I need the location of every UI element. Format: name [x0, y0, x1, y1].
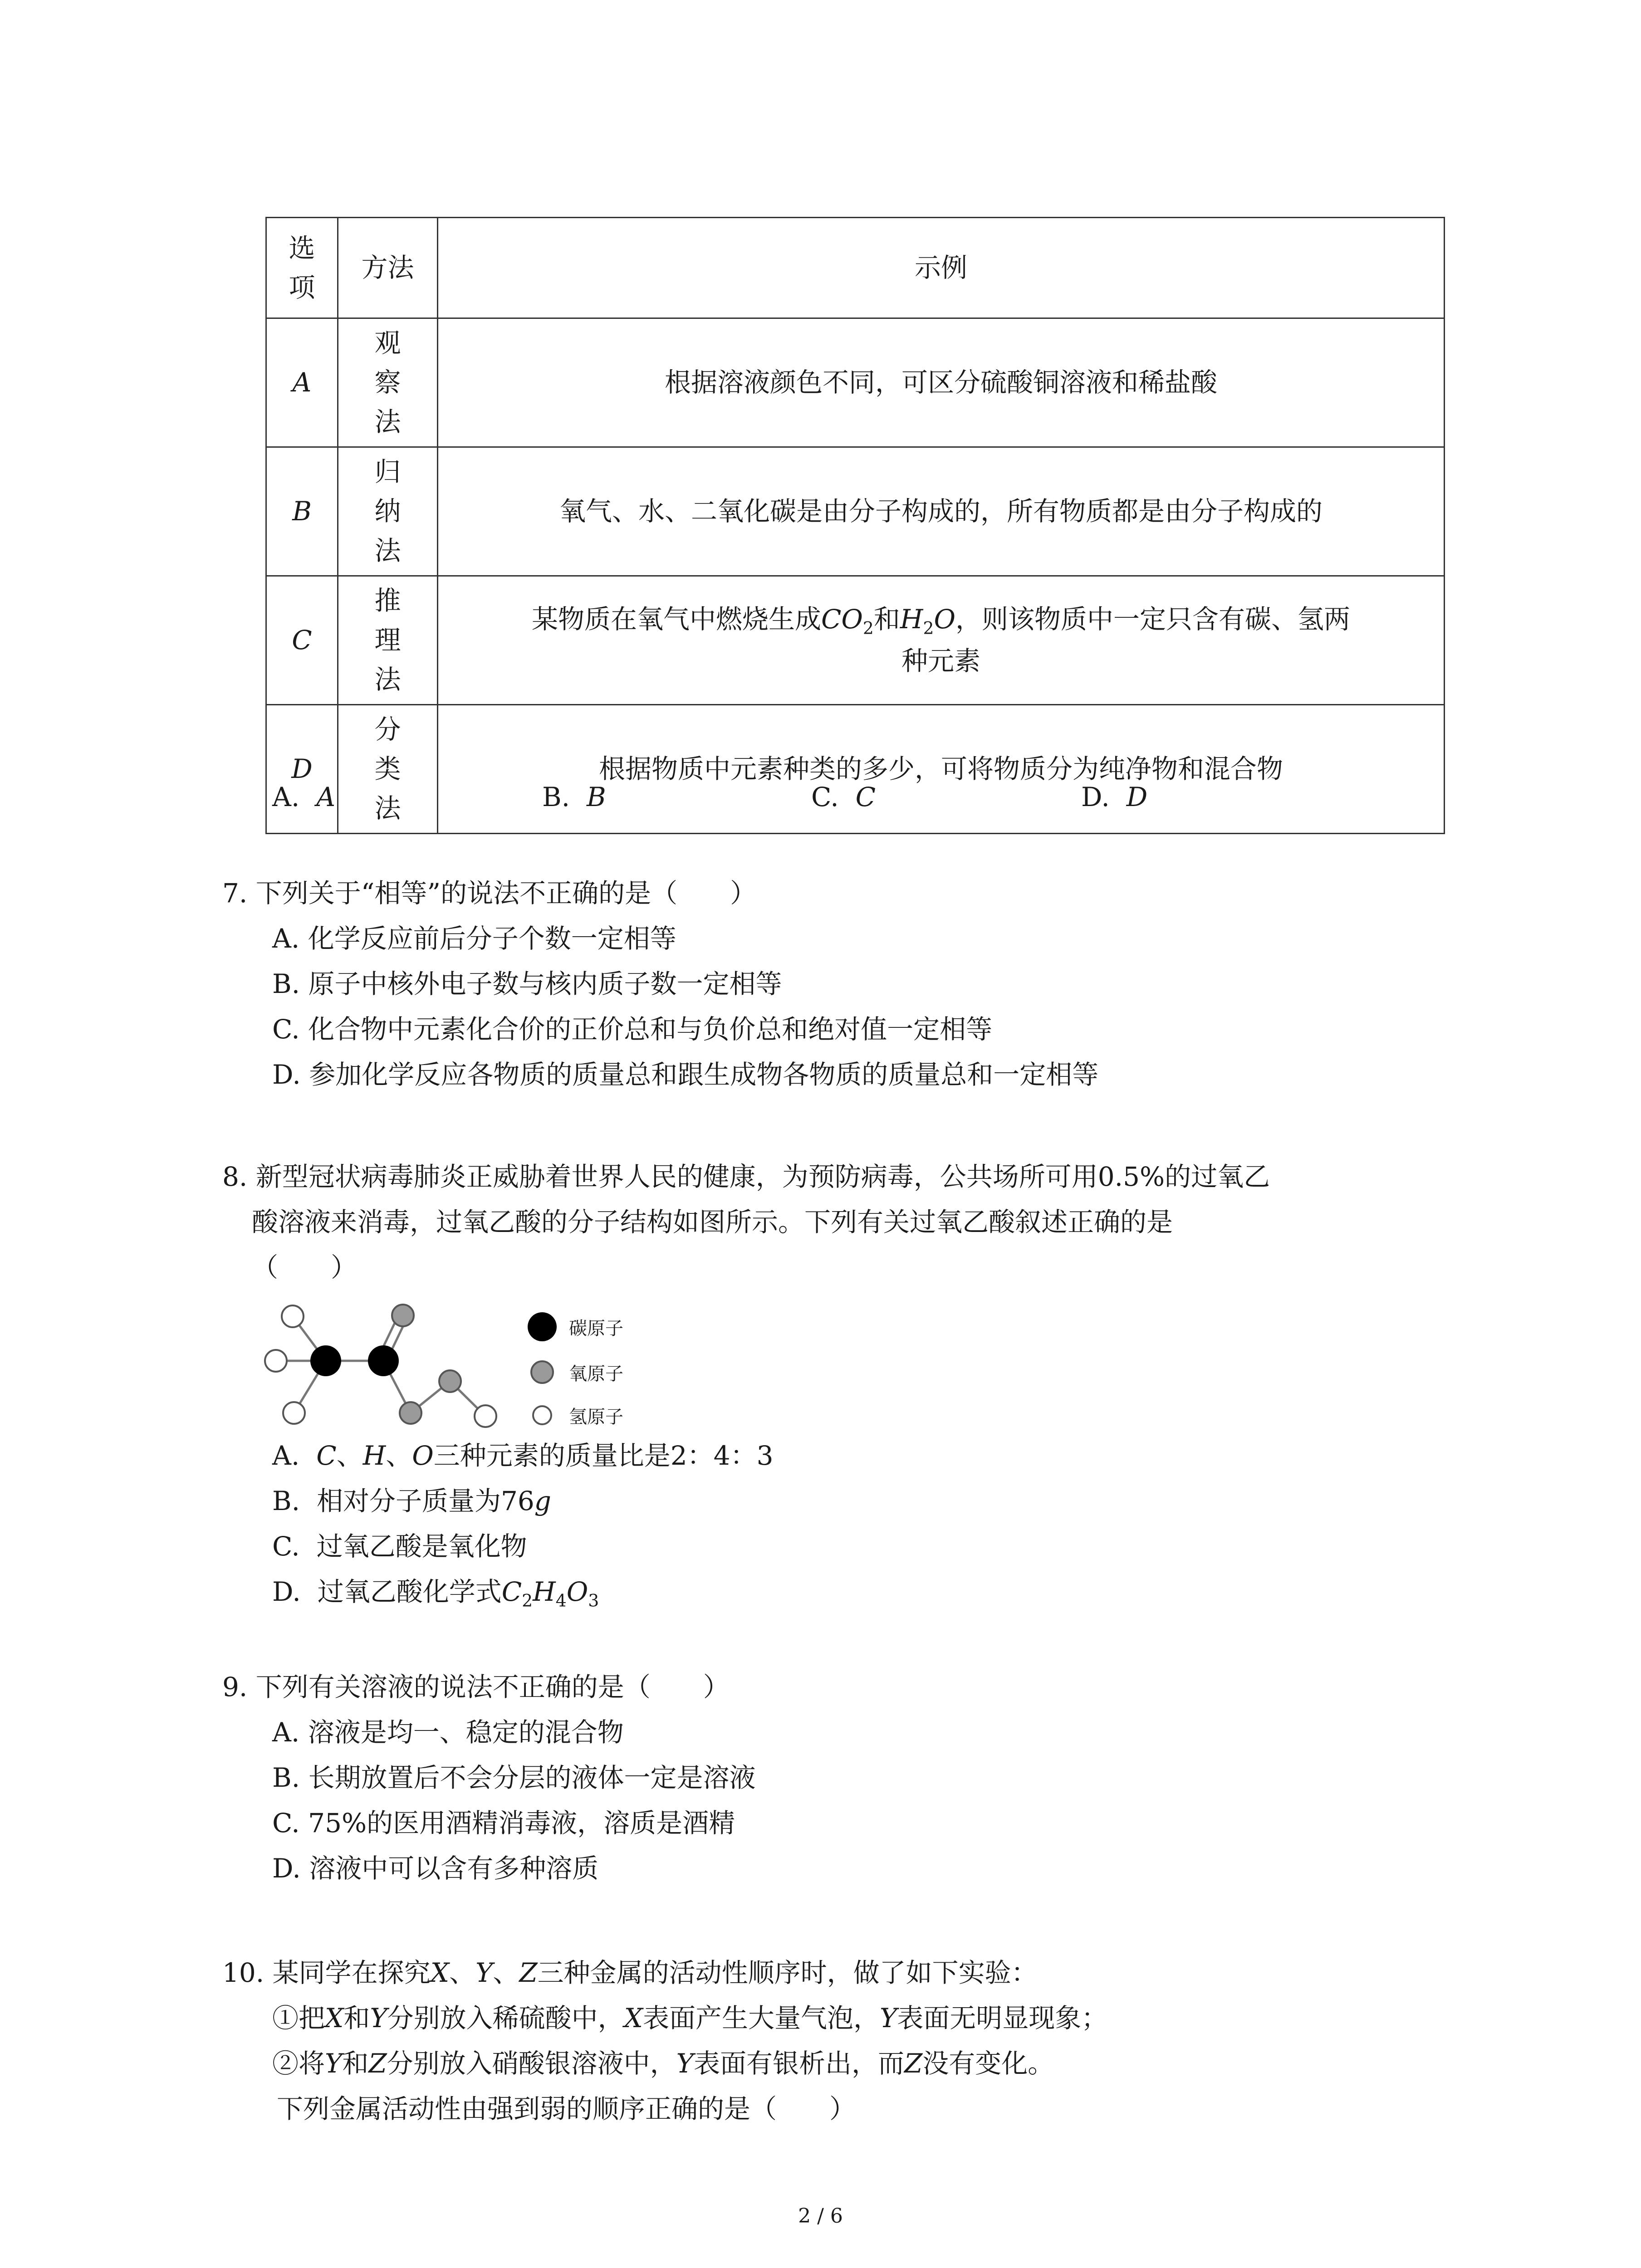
- q8-option-a[interactable]: A. C、H、O三种元素的质量比是2：4：3: [272, 1440, 774, 1471]
- row-option: D: [266, 705, 338, 834]
- row-option: B: [266, 447, 338, 576]
- row-method: 分类法: [338, 705, 438, 834]
- q10-experiment-1: ①把X和Y分别放入稀硫酸中，X表面产生大量气泡，Y表面无明显现象；: [272, 2003, 1108, 2033]
- q9-stem: 9. 下列有关溶液的说法不正确的是（ ）: [222, 1672, 730, 1702]
- hydrogen-atom: [282, 1305, 304, 1327]
- q8-option-c[interactable]: C. 过氧乙酸是氧化物: [272, 1531, 527, 1562]
- q7-option[interactable]: A. 化学反应前后分子个数一定相等: [272, 923, 676, 954]
- q10-stem: 10. 某同学在探究X、Y、Z三种金属的活动性顺序时，做了如下实验：: [222, 1957, 1038, 1988]
- q7-option[interactable]: B. 原子中核外电子数与核内质子数一定相等: [272, 968, 782, 999]
- header-example: 示例: [438, 218, 1445, 318]
- q6-choice-a[interactable]: A. A: [272, 782, 336, 812]
- q8-stem-line3: （ ）: [252, 1252, 358, 1283]
- q7-stem: 7. 下列关于“相等”的说法不正确的是（ ）: [222, 878, 757, 909]
- table-header-row: [266, 218, 1445, 318]
- oxygen-atom: [400, 1402, 421, 1424]
- method-table: [265, 217, 1445, 834]
- legend-hydrogen: 氢原子: [526, 1399, 623, 1431]
- legend-carbon: 碳原子: [526, 1311, 623, 1343]
- peracetic-acid-molecule-diagram: [254, 1297, 526, 1447]
- hydrogen-atom: [475, 1405, 496, 1427]
- table-row: [266, 705, 1445, 834]
- q6-choice-c[interactable]: C. C: [811, 782, 876, 812]
- row-option: A: [266, 318, 338, 447]
- row-example: 根据溶液颜色不同，可区分硫酸铜溶液和稀盐酸: [438, 318, 1445, 447]
- molecule-legend: [526, 1311, 753, 1447]
- header-method: 方法: [338, 218, 438, 318]
- table-row: [266, 318, 1445, 447]
- q9-option[interactable]: C. 75%的医用酒精消毒液，溶质是酒精: [272, 1808, 735, 1838]
- q6-choice-b[interactable]: B. B: [542, 782, 606, 812]
- row-option: C: [266, 576, 338, 705]
- row-example: 氧气、水、二氧化碳是由分子构成的，所有物质都是由分子构成的: [438, 447, 1445, 576]
- hydrogen-atom: [265, 1350, 287, 1372]
- oxygen-legend-icon: [526, 1356, 558, 1388]
- carbon-atom: [368, 1345, 399, 1376]
- table-row: [266, 576, 1445, 705]
- row-example: 某物质在氧气中燃烧生成$CO_2$和$H_2O$，则该物质中一定只含有碳、氢两 种元素: [438, 576, 1445, 705]
- carbon-legend-icon: [526, 1311, 558, 1343]
- row-example: 根据物质中元素种类的多少，可将物质分为纯净物和混合物: [438, 705, 1445, 834]
- carbon-atom: [310, 1345, 341, 1376]
- oxygen-atom: [439, 1370, 461, 1392]
- q8-stem-line2: 酸溶液来消毒，过氧乙酸的分子结构如图所示。下列有关过氧乙酸叙述正确的是: [252, 1207, 1173, 1237]
- page-number: 2 / 6: [798, 2204, 843, 2228]
- legend-oxygen: 氧原子: [526, 1356, 623, 1388]
- hydrogen-atom: [283, 1402, 305, 1424]
- q10-experiment-2: ②将Y和Z分别放入硝酸银溶液中，Y表面有银析出，而Z没有变化。: [272, 2048, 1054, 2079]
- hydrogen-legend-icon: [526, 1399, 558, 1431]
- q7-option[interactable]: C. 化合物中元素化合价的正价总和与负价总和绝对值一定相等: [272, 1014, 993, 1045]
- row-method: 推理法: [338, 576, 438, 705]
- q9-option[interactable]: A. 溶液是均一、稳定的混合物: [272, 1717, 624, 1748]
- oxygen-atom: [392, 1305, 414, 1326]
- q10-question: 下列金属活动性由强到弱的顺序正确的是（ ）: [277, 2093, 856, 2124]
- header-option: 选项: [266, 218, 338, 318]
- q8-stem-line1: 8. 新型冠状病毒肺炎正威胁着世界人民的健康，为预防病毒，公共场所可用0.5%的过氧乙: [222, 1161, 1270, 1192]
- row-method: 归纳法: [338, 447, 438, 576]
- q8-option-b[interactable]: B. 相对分子质量为76g: [272, 1486, 551, 1516]
- table-row: [266, 447, 1445, 576]
- q9-option[interactable]: B. 长期放置后不会分层的液体一定是溶液: [272, 1762, 756, 1793]
- q6-choice-d[interactable]: D. D: [1081, 782, 1148, 812]
- row-method: 观察法: [338, 318, 438, 447]
- q7-option[interactable]: D. 参加化学反应各物质的质量总和跟生成物各物质的质量总和一定相等: [272, 1059, 1099, 1090]
- q9-option[interactable]: D. 溶液中可以含有多种溶质: [272, 1853, 599, 1884]
- q8-option-d[interactable]: D. 过氧乙酸化学式$C_2H_4O_3$: [272, 1576, 599, 1611]
